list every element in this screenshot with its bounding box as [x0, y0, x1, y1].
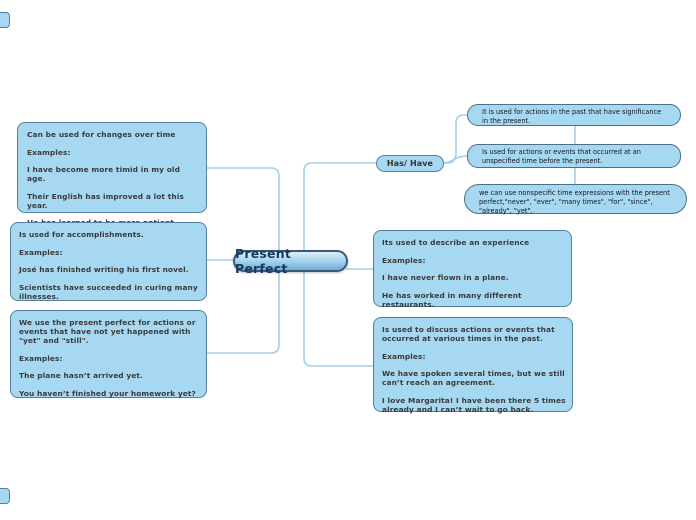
- clipped-node-bottom-left[interactable]: [0, 488, 10, 504]
- node-text: Its used to describe an experience: [382, 238, 530, 247]
- node-text: José has finished writing his first novel.: [19, 265, 189, 274]
- central-topic-label: Present Perfect: [235, 246, 291, 276]
- node-text: The plane hasn’t arrived yet.: [19, 371, 143, 380]
- node-text: He has worked in many different restaurants.: [382, 290, 522, 309]
- node-text: Their English has improved a lot this year.: [27, 191, 184, 210]
- node-text: Examples:: [19, 353, 63, 363]
- node-changes-over-time[interactable]: [17, 122, 207, 213]
- node-accomplishments[interactable]: [10, 222, 207, 301]
- clipped-node-top-left[interactable]: [0, 12, 10, 28]
- node-has-have[interactable]: [376, 155, 444, 172]
- node-significance-present[interactable]: [467, 104, 681, 126]
- node-text: I have never flown in a plane.: [382, 273, 509, 282]
- node-text: It is used for actions in the past that have significance in the present.: [482, 108, 662, 125]
- central-topic-present-perfect[interactable]: [233, 246, 348, 276]
- node-text: Is used to discuss actions or events that occurred at various times in the past.: [382, 325, 555, 343]
- node-text: Examples:: [19, 247, 63, 257]
- node-text: You haven’t finished your homework yet?: [19, 388, 196, 398]
- node-text: We use the present perfect for actions or events that have not yet happened with "yet" and "still".: [19, 318, 196, 345]
- node-text: We have spoken several times, but we still can’t reach an agreement.: [382, 369, 565, 387]
- node-nonspecific-expressions[interactable]: [464, 184, 687, 214]
- node-text: Examples:: [27, 147, 71, 157]
- node-text: we can use nonspecific time expressions with the present perfect,"never", "ever", "many times", "for", "since", "already", "yet".: [479, 189, 670, 215]
- node-text: Is used for actions or events that occurred at an unspecified time before the present.: [482, 148, 641, 165]
- node-text: I love Margarita! I have been there 5 times already and I can’t wait to go back.: [382, 395, 566, 414]
- node-label: Has/ Have: [386, 159, 434, 168]
- node-text: Examples:: [382, 351, 426, 361]
- node-text: Scientists have succeeded in curing many illnesses.: [19, 282, 198, 301]
- node-text: Is used for accomplishments.: [19, 230, 144, 239]
- node-yet-still[interactable]: [10, 310, 207, 398]
- node-text: I have become more timid in my old age.: [27, 165, 180, 183]
- node-unspecified-time[interactable]: [467, 144, 681, 168]
- node-text: Examples:: [382, 255, 426, 265]
- node-describe-experience[interactable]: [373, 230, 572, 307]
- node-text: Can be used for changes over time: [27, 130, 176, 139]
- node-various-times-past[interactable]: [373, 317, 573, 412]
